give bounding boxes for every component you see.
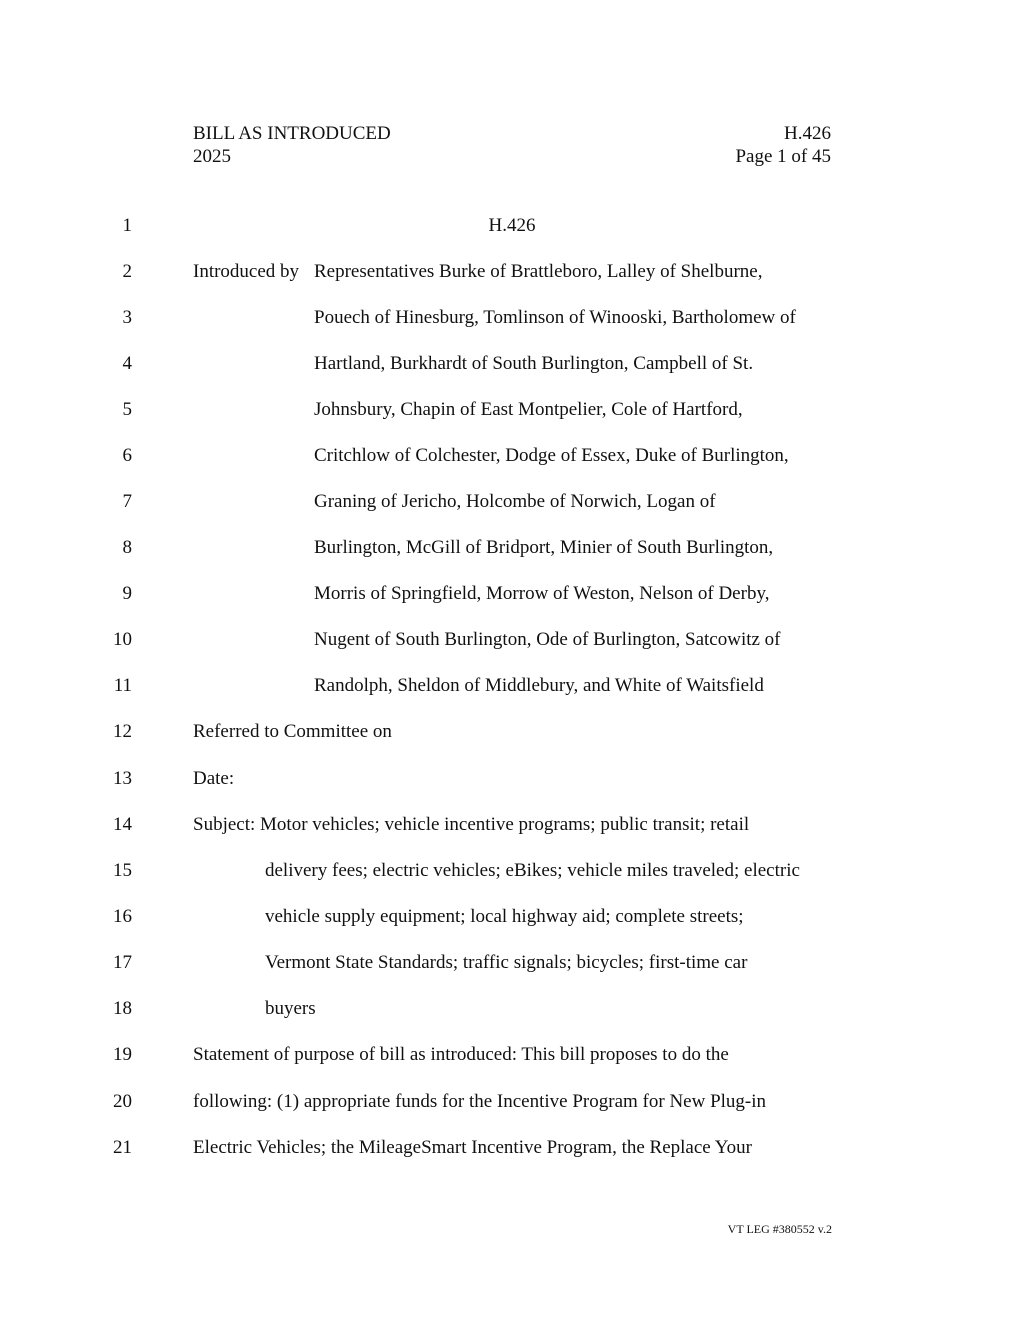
text-line	[0, 1087, 1024, 1117]
introduced-by-label: Introduced by	[193, 261, 300, 282]
line-number: 11	[113, 675, 132, 696]
text-line	[0, 671, 1024, 701]
line-number: 15	[113, 860, 132, 881]
line-number: 21	[113, 1137, 132, 1158]
sponsors-text: Representatives Burke of Brattleboro, Lalley of Shelburne,	[314, 261, 763, 282]
subject-text: Vermont State Standards; traffic signals; bicycles; first-time car	[265, 952, 748, 973]
line-number: 13	[113, 768, 132, 789]
statement-of-purpose: following: (1) appropriate funds for the Incentive Program for New Plug-in	[193, 1091, 767, 1112]
sponsors-text: Randolph, Sheldon of Middlebury, and White of Waitsfield	[314, 675, 764, 696]
text-line	[0, 994, 1024, 1024]
text-line	[0, 856, 1024, 886]
line-number: 12	[113, 721, 132, 742]
text-line	[0, 441, 1024, 471]
text-line	[0, 764, 1024, 794]
line-number: 9	[122, 583, 132, 604]
text-line	[0, 902, 1024, 932]
line-number: 14	[113, 814, 132, 835]
line-number: 7	[122, 491, 132, 512]
sponsors-text: Critchlow of Colchester, Dodge of Essex, Duke of Burlington,	[314, 445, 789, 466]
line-number: 20	[113, 1091, 132, 1112]
sponsors-text: Pouech of Hinesburg, Tomlinson of Winooski, Bartholomew of	[314, 307, 796, 328]
text-line	[0, 1040, 1024, 1070]
text-line	[0, 717, 1024, 747]
sponsors-text: Nugent of South Burlington, Ode of Burlington, Satcowitz of	[314, 629, 781, 650]
line-number: 10	[113, 629, 132, 650]
line-number: 17	[113, 952, 132, 973]
text-line	[0, 1133, 1024, 1163]
text-line	[0, 395, 1024, 425]
subject-text: Subject: Motor vehicles; vehicle incentive programs; public transit; retail	[193, 814, 750, 835]
text-line	[0, 487, 1024, 517]
line-number: 16	[113, 906, 132, 927]
text-line	[0, 349, 1024, 379]
header-page-number: Page 1 of 45	[735, 146, 831, 167]
line-number: 8	[122, 537, 132, 558]
header-bill-number: H.426	[784, 123, 831, 144]
sponsors-text: Graning of Jericho, Holcombe of Norwich, Logan of	[314, 491, 716, 512]
footer-document-id: VT LEG #380552 v.2	[727, 1222, 832, 1236]
line-number: 18	[113, 998, 132, 1019]
line-number: 4	[122, 353, 132, 374]
text-line	[0, 303, 1024, 333]
line-number: 2	[122, 261, 132, 282]
header-bill-status: BILL AS INTRODUCED	[193, 123, 391, 144]
sponsors-text: Hartland, Burkhardt of South Burlington, Campbell of St.	[314, 353, 754, 374]
subject-text: buyers	[265, 998, 316, 1019]
date-label: Date:	[193, 768, 235, 789]
sponsors-text: Johnsbury, Chapin of East Montpelier, Cole of Hartford,	[314, 399, 743, 420]
line-number: 1	[122, 215, 132, 236]
text-line	[0, 948, 1024, 978]
line-number: 19	[113, 1044, 132, 1065]
sponsors-text: Burlington, McGill of Bridport, Minier of South Burlington,	[314, 537, 774, 558]
subject-text: delivery fees; electric vehicles; eBikes; vehicle miles traveled; electric	[265, 860, 800, 881]
text-line	[0, 533, 1024, 563]
line-number: 6	[122, 445, 132, 466]
text-line	[0, 579, 1024, 609]
statement-of-purpose: Electric Vehicles; the MileageSmart Incentive Program, the Replace Your	[193, 1137, 752, 1158]
text-line	[0, 625, 1024, 655]
line-number: 3	[122, 307, 132, 328]
statement-of-purpose: Statement of purpose of bill as introduced: This bill proposes to do the	[193, 1044, 729, 1065]
header-year: 2025	[193, 146, 231, 167]
referred-to-committee: Referred to Committee on	[193, 721, 392, 742]
sponsors-text: Morris of Springfield, Morrow of Weston, Nelson of Derby,	[314, 583, 770, 604]
text-line	[0, 810, 1024, 840]
text-line	[0, 211, 1024, 241]
line-number: 5	[122, 399, 132, 420]
subject-text: vehicle supply equipment; local highway aid; complete streets;	[265, 906, 744, 927]
bill-title: H.426	[488, 215, 536, 236]
text-line	[0, 257, 1024, 287]
